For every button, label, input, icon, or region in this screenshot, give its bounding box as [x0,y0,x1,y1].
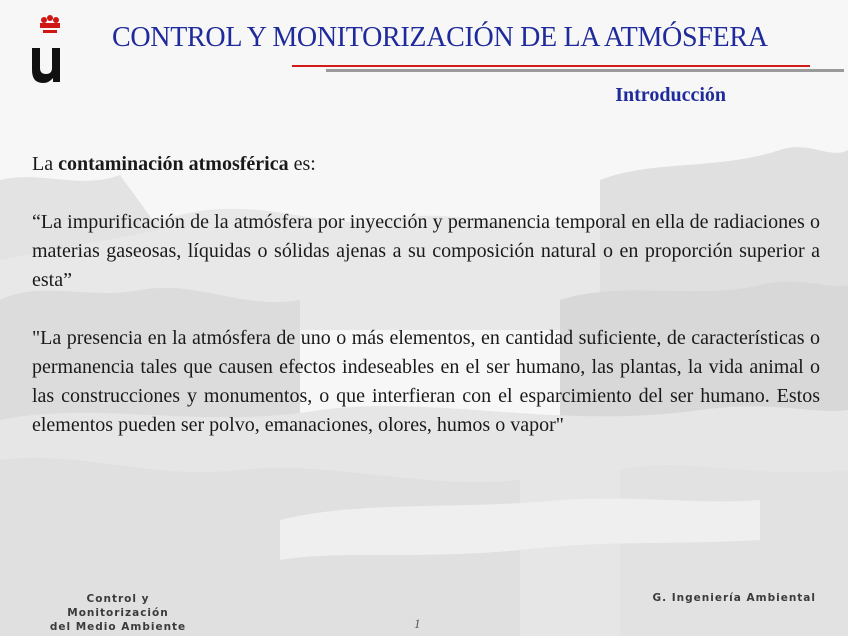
title-underline-red [292,65,810,67]
intro-line [32,150,820,179]
slide-body [32,150,820,440]
footer-course-name [38,592,198,634]
slide-title: CONTROL Y MONITORIZACIÓN DE LA ATMÓSFERA [112,22,768,53]
footer-course-line-1: Control y Monitorización [67,593,169,619]
university-logo [28,14,72,84]
definition-quote-1: “La impurificación de la atmósfera por inyección y permanencia temporal en ella de radiaciones o materias gaseosas, líquidas o sólidas ajenas a su composición natural o en proporción superior a esta” [32,211,820,291]
footer-department: G. Ingeniería Ambiental [652,592,816,604]
section-subtitle: Introducción [615,84,726,106]
definition-quote-2: "La presencia en la atmósfera de uno o más elementos, en cantidad suficiente, de características o permanencia tales que causen efectos indeseables en el ser humano, las plantas, la vida animal o las construcciones y monumentos, o que interfieran con el esparcimiento del ser humano. Estos elementos pueden ser polvo, emanaciones, olores, humos o vapor" [32,327,820,436]
intro-prefix: La [32,153,59,175]
intro-term: contaminación atmosférica [58,153,289,175]
page-number: 1 [414,616,421,631]
title-underline-gray [326,69,844,72]
intro-suffix: es: [288,153,316,175]
footer-course-line-2: del Medio Ambiente [49,621,187,633]
